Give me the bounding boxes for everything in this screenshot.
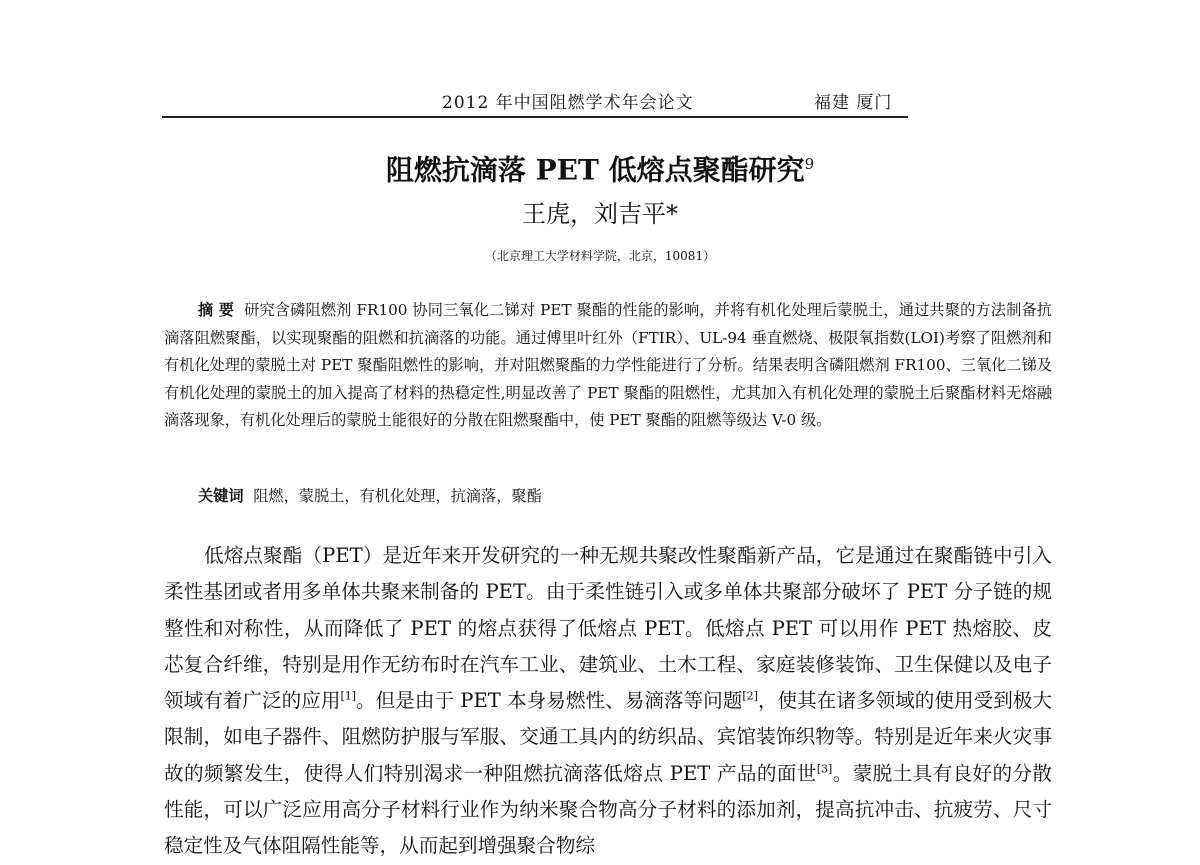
keywords-label: 关键词 (198, 487, 244, 505)
body-text-part-3: ，使其在诸多领域的使用受到极大限制，如电子器件、阻燃防护服与军服、交通工具内的纺织品、宾馆装饰织物等。特别是近年来火灾事故的频繁发生，使得人们特别渴求一种阻燃抗滴落低熔点 PET 产品的面世 (164, 689, 1052, 785)
header-conference: 2012 年中国阻燃学术年会论文 (442, 93, 694, 113)
citation-3: [3] (816, 762, 833, 776)
body-text-part-1: 低熔点聚酯（PET）是近年来开发研究的一种无规共聚改性聚酯新产品，它是通过在聚酯链中引入柔性基团或者用多单体共聚来制备的 PET。由于柔性链引入或多单体共聚部分破坏了 PET 分子链的规整性和对称性，从而降低了 PET 的熔点获得了低熔点 PET。低熔点 PET 可以用作 PET 热熔胶、皮芯复合纤维，特别是用作无纺布时在汽车工业、建筑业、土木工程、家庭装修装饰、卫生保健以及电子领域有着广泛的应用 (164, 544, 1052, 713)
body-paragraph (164, 538, 1052, 865)
author-list: 王虎，刘吉平* (522, 200, 678, 228)
paper-title-text: 阻燃抗滴落 PET 低熔点聚酯研究 (385, 153, 805, 187)
body-text-part-2: 。但是由于 PET 本身易燃性、易滴落等问题 (356, 689, 743, 713)
header-location: 福建 厦门 (814, 93, 893, 113)
keywords (198, 483, 1048, 511)
body-text-part-4: 。蒙脱土具有良好的分散性能，可以广泛应用高分子材料行业作为纳米聚合物高分子材料的添加剂，提高抗冲击、抗疲劳、尺寸稳定性及气体阻隔性能等，从而起到增强聚合物综 (164, 761, 1052, 858)
keywords-text: 阻燃，蒙脱土，有机化处理，抗滴落，聚酯 (253, 487, 542, 505)
affiliation: （北京理工大学材料学院，北京，10081） (484, 249, 716, 263)
running-header (162, 86, 908, 118)
abstract (164, 297, 1052, 435)
citation-1: [1] (340, 689, 357, 703)
title-footnote-mark: 9 (804, 155, 815, 173)
abstract-label: 摘 要 (198, 301, 235, 319)
abstract-text: 研究含磷阻燃剂 FR100 协同三氧化二锑对 PET 聚酯的性能的影响，并将有机化处理后蒙脱土，通过共聚的方法制备抗滴落阻燃聚酯，以实现聚酯的阻燃和抗滴落的功能。通过傅里叶红外（FTIR）、UL-94 垂直燃烧、极限氧指数(LOI)考察了阻燃剂和有机化处理的蒙脱土对 PET 聚酯阻燃性的影响，并对阻燃聚酯的力学性能进行了分析。结果表明含磷阻燃剂 FR100、三氧化二锑及有机化处理的蒙脱土的加入提高了材料的热稳定性,明显改善了 PET 聚酯的阻燃性，尤其加入有机化处理的蒙脱土后聚酯材料无熔融滴落现象，有机化处理后的蒙脱土能很好的分散在阻燃聚酯中，使 PET 聚酯的阻燃等级达 V-0 级。 (164, 301, 1052, 430)
citation-2: [2] (742, 689, 758, 703)
paper-title (0, 142, 1200, 192)
